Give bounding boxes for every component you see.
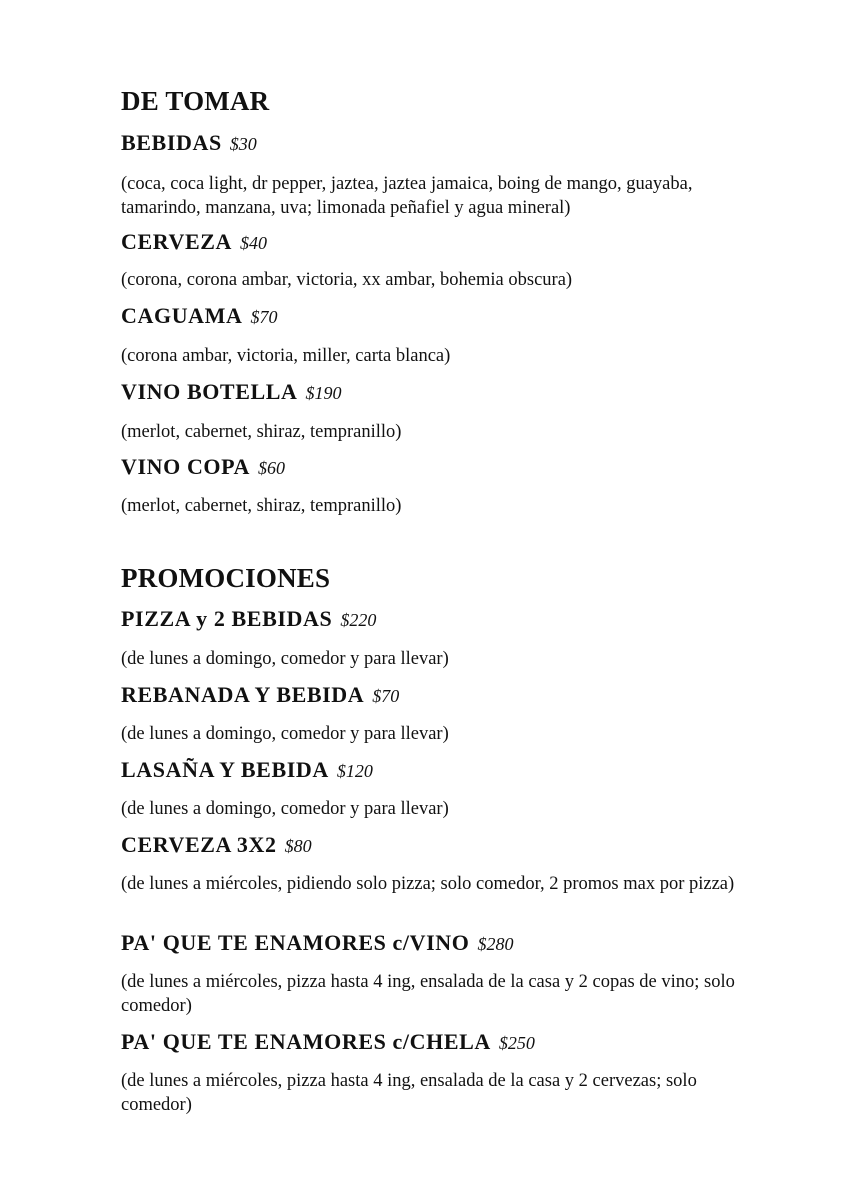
item-name: CERVEZA <box>121 229 232 254</box>
item-price: $190 <box>305 383 342 403</box>
item-description: (merlot, cabernet, shiraz, tempranillo) <box>121 496 402 516</box>
menu-item-cerveza-3x2 <box>121 832 312 858</box>
section-title-promociones: PROMOCIONES <box>121 563 331 593</box>
menu-item-vino-copa <box>121 454 285 480</box>
item-name: CAGUAMA <box>121 303 243 328</box>
item-price: $70 <box>250 307 278 327</box>
item-description: (corona, corona ambar, victoria, xx ambar, bohemia obscura) <box>121 270 573 290</box>
item-price: $40 <box>240 233 267 253</box>
item-name: PIZZA y 2 BEBIDAS <box>121 606 333 631</box>
menu-item-rebanada-bebida <box>121 682 399 708</box>
section-title-de-tomar: DE TOMAR <box>121 86 270 116</box>
item-name: BEBIDAS <box>121 130 222 155</box>
item-description: (coca, coca light, dr pepper, jaztea, jaztea jamaica, boing de mango, guayaba, tamarindo, manzana, uva; limonada peñafiel y agua mineral) <box>121 174 693 218</box>
item-price: $220 <box>340 610 377 630</box>
item-name: REBANADA Y BEBIDA <box>121 682 365 707</box>
item-price: $30 <box>229 134 257 154</box>
item-price: $70 <box>372 686 400 706</box>
item-description: (de lunes a domingo, comedor y para llevar) <box>121 799 449 819</box>
item-description: (de lunes a domingo, comedor y para llevar) <box>121 649 449 669</box>
item-name: VINO COPA <box>121 454 251 479</box>
item-price: $60 <box>258 458 286 478</box>
item-name: LASAÑA Y BEBIDA <box>121 757 329 782</box>
menu-item-enamores-vino <box>121 930 513 956</box>
item-description: (merlot, cabernet, shiraz, tempranillo) <box>121 422 402 442</box>
menu-item-caguama <box>121 303 278 329</box>
menu-item-enamores-chela <box>121 1029 535 1055</box>
item-name: PA' QUE TE ENAMORES c/VINO <box>121 930 470 955</box>
menu-item-lasana-bebida <box>121 757 373 783</box>
item-description: (corona ambar, victoria, miller, carta blanca) <box>121 346 451 366</box>
menu-item-bebidas <box>121 130 257 156</box>
menu-item-cerveza <box>121 229 267 255</box>
item-price: $80 <box>284 836 312 856</box>
item-name: VINO BOTELLA <box>121 379 298 404</box>
item-price: $250 <box>498 1033 535 1053</box>
item-name: CERVEZA 3X2 <box>121 832 277 857</box>
item-price: $120 <box>336 761 373 781</box>
item-description: (de lunes a miércoles, pizza hasta 4 ing, ensalada de la casa y 2 cervezas; solo comedor) <box>121 1071 697 1115</box>
menu-item-vino-botella <box>121 379 342 405</box>
item-name: PA' QUE TE ENAMORES c/CHELA <box>121 1029 491 1054</box>
item-description: (de lunes a domingo, comedor y para llevar) <box>121 724 449 744</box>
item-price: $280 <box>477 934 514 954</box>
menu-item-pizza-2-bebidas <box>121 606 376 632</box>
item-description: (de lunes a miércoles, pidiendo solo pizza; solo comedor, 2 promos max por pizza) <box>121 874 735 894</box>
item-description: (de lunes a miércoles, pizza hasta 4 ing, ensalada de la casa y 2 copas de vino; solo comedor) <box>121 972 735 1016</box>
